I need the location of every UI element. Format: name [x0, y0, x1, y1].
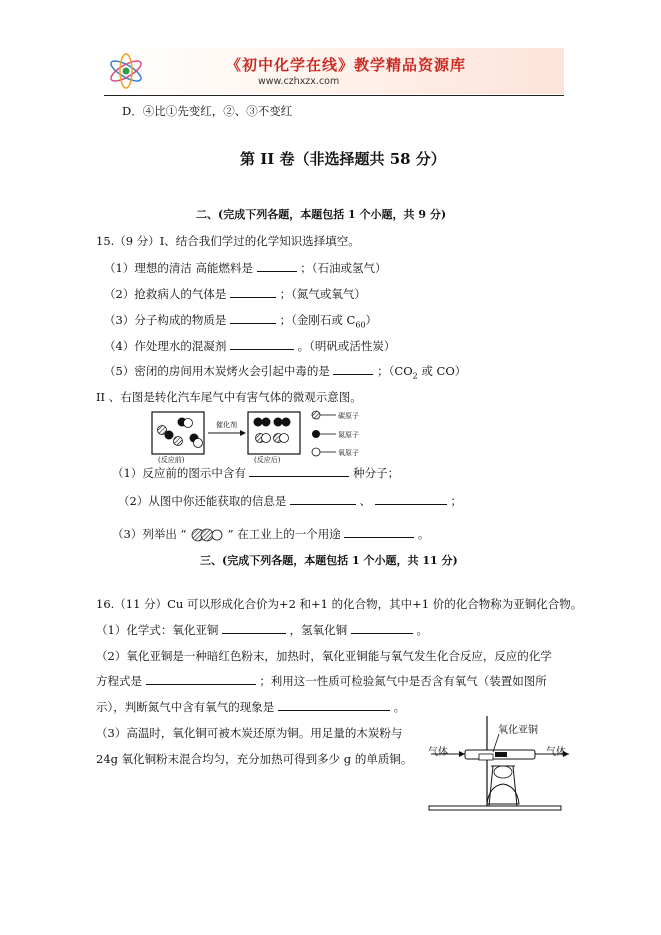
legend-oxygen: 氧原子: [338, 449, 359, 457]
q15-line-5: [104, 363, 466, 380]
q15-ii-3-prompt: （3）列举出 “: [112, 527, 187, 541]
co2-subscript: 2: [412, 371, 418, 381]
header-title: 《初中化学在线》教学精品资源库: [226, 56, 467, 74]
q16-line-2b: [96, 673, 547, 689]
q15-line-1-options: ；（石油或氢气）: [300, 261, 387, 275]
answer-blank[interactable]: [278, 699, 390, 711]
q16-line-3b: 24g 氧化铜粉末混合均匀，充分加热可得到多少 g 的单质铜。: [96, 752, 413, 766]
q15-ii-3-suffix: 。: [418, 527, 430, 541]
q15-line-2-options: ；（氮气或氧气）: [279, 287, 366, 301]
q15-line-5-close: 或 CO）: [417, 364, 467, 378]
apparatus-gas-in: 气体: [428, 747, 448, 758]
atom-logo-icon: [104, 50, 148, 92]
after-label: (反应后): [254, 456, 281, 464]
part3-heading: 三、(完成下列各题，本题包括 1 个小题，共 11 分): [200, 554, 458, 567]
q16-line-1-middle: ，氢氧化铜: [289, 623, 348, 637]
q15-intro: 15.（9 分）Ⅰ、结合我们学过的化学知识选择填空。: [96, 234, 360, 248]
answer-blank[interactable]: [290, 493, 356, 505]
answer-blank[interactable]: [351, 622, 413, 634]
q16-line-2c-prompt: 示），判断氮气中含有氧气的现象是: [96, 700, 275, 714]
q15-ii-2: [118, 493, 462, 509]
answer-blank[interactable]: [249, 465, 349, 477]
answer-blank[interactable]: [230, 312, 276, 324]
q15-ii-2-separator: 、: [359, 494, 372, 508]
answer-blank[interactable]: [344, 526, 414, 538]
c60-subscript: 60: [355, 320, 366, 330]
answer-blank[interactable]: [222, 622, 286, 634]
q16-line-2a: （2）氧化亚铜是一种暗红色粉末，加热时，氧化亚铜能与氧气发生化合反应，反应的化学: [96, 649, 552, 663]
q15-line-4: [104, 338, 395, 354]
apparatus-gas-out: 气体: [546, 747, 566, 758]
q15-line-2-prompt: （2）抢救病人的气体是: [104, 287, 227, 301]
answer-blank[interactable]: [230, 338, 294, 350]
q15-line-3-options: ；（金刚石或 C: [279, 313, 356, 327]
q16-line-2b-rest: ；利用这一性质可检验氮气中是否含有氧气（装置如图所: [259, 674, 547, 688]
q16-line-1: [96, 622, 428, 638]
q15-ii-3-middle: ” 在工业上的一个用途: [227, 527, 341, 541]
section-title: 第 II 卷（非选择题共 58 分）: [240, 150, 446, 168]
q15-line-5-options: ；（CO: [377, 364, 413, 378]
q16-line-2c-suffix: 。: [393, 700, 406, 714]
q15-line-4-options: 。（明矾或活性炭）: [297, 339, 396, 353]
option-d: D．④比①先变红，②、③不变红: [122, 104, 293, 118]
q15-line-3-close: ）: [365, 313, 378, 327]
q15-ii-1-prompt: （1）反应前的图示中含有: [112, 466, 246, 480]
q15-ii-3: [112, 526, 430, 542]
q15-line-1: [104, 260, 387, 276]
q16-line-1-suffix: 。: [416, 623, 428, 637]
q16-line-3a: （3）高温时，氧化铜可被木炭还原为铜。用足量的木炭粉与: [96, 726, 403, 740]
answer-blank[interactable]: [375, 493, 447, 505]
answer-blank[interactable]: [146, 673, 256, 685]
q16-intro: 16.（11 分）Cu 可以形成化合价为+2 和+1 的化合物，其中+1 价的化合物称为亚铜化合物。: [96, 597, 583, 611]
apparatus-label-top: 氧化亚铜: [498, 725, 538, 736]
q15-line-3: [104, 312, 377, 329]
catalyst-label: 催化剂: [216, 421, 237, 429]
q15-line-4-prompt: （4）作处理水的混凝剂: [104, 339, 227, 353]
q15-ii-2-suffix: ；: [450, 494, 462, 508]
before-label: (反应前): [158, 456, 185, 464]
legend-nitrogen: 氮原子: [338, 431, 359, 439]
answer-blank[interactable]: [333, 363, 373, 375]
q15-line-2: [104, 286, 366, 302]
header-url: www.czhxzx.com: [258, 76, 340, 87]
part2-heading: 二、(完成下列各题，本题包括 1 个小题，共 9 分): [196, 208, 447, 221]
q15-line-3-prompt: （3）分子构成的物质是: [104, 313, 227, 327]
molecule-icon: [190, 528, 224, 542]
q16-line-2b-prompt: 方程式是: [96, 674, 142, 688]
legend-carbon: 碳原子: [338, 412, 359, 420]
q15-line-1-prompt: （1）理想的清洁 高能燃料是: [104, 261, 253, 275]
part-ii-intro: II 、右图是转化汽车尾气中有害气体的微观示意图。: [96, 390, 362, 404]
header-rule: [104, 95, 564, 96]
q16-line-2c: [96, 699, 405, 715]
answer-blank[interactable]: [257, 260, 297, 272]
q15-ii-1: [112, 465, 399, 481]
q16-line-1-prompt: （1）化学式：氧化亚铜: [96, 623, 219, 637]
q15-ii-1-suffix: 种分子；: [353, 466, 400, 480]
q15-line-5-prompt: （5）密闭的房间用木炭烤火会引起中毒的是: [104, 364, 330, 378]
answer-blank[interactable]: [230, 286, 276, 298]
q15-ii-2-prompt: （2）从图中你还能获取的信息是: [118, 494, 287, 508]
